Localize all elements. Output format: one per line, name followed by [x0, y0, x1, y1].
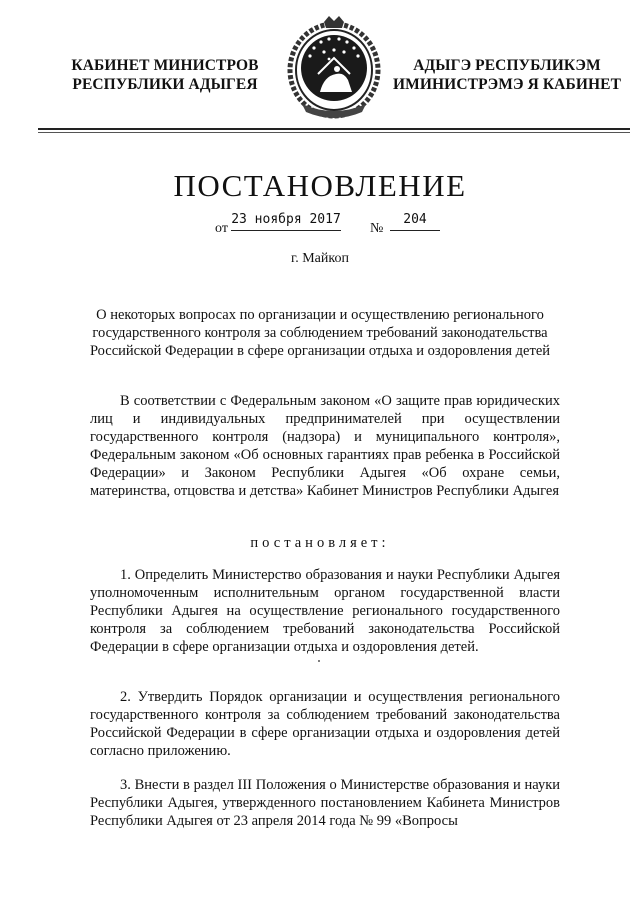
item-3-text: 3. Внести в раздел III Положения о Министерстве образования и науки Республики Адыгея, утвержденного постановлением Кабинета Министров Республики Адыгея от 23 апреля 2014 года № 99 «Вопросы [90, 777, 560, 829]
document-subject: О некоторых вопросах по организации и осуществлению регионального государственного контроля за соблюдением требований законодательства Российской Федерации в сфере организации отдыха и оздоровления детей [89, 307, 551, 359]
date-prefix: от [215, 221, 228, 236]
item-1-paragraph [90, 566, 560, 656]
item-2-paragraph [90, 688, 560, 760]
scan-speck [318, 660, 320, 662]
coat-of-arms-icon [284, 14, 384, 122]
decree-word: постановляет: [250, 535, 390, 551]
item-1-text: 1. Определить Министерство образования и науки Республики Адыгея уполномоченным исполнительным органом государственной власти Республики Адыгея на осуществление регионального государственного контроля за соблюдением требований законодательства Российской Федерации в сфере организации отдыха и оздоровления детей. [90, 567, 560, 655]
header-left [60, 56, 270, 94]
item-3-paragraph [90, 776, 560, 830]
date-number-line [0, 212, 640, 238]
header-divider-thin [38, 132, 630, 133]
header-right [382, 56, 632, 94]
item-2-text: 2. Утвердить Порядок организации и осуществления регионального государственного контроля за соблюдением требований законодательства Российской Федерации в сфере организации отдыха и оздоровления детей согласно приложению. [90, 689, 560, 759]
intro-text: В соответствии с Федеральным законом «О защите прав юридических лиц и индивидуальных предпринимателей при осуществлении государственного контроля (надзора) и муниципального контроля», Федеральным законом «Об основных гарантиях прав ребенка в Российской Федерации» и Законом Республики Адыгея «Об охране семьи, материнства, отцовства и детства» Кабинет Министров Республики Адыгея [90, 393, 560, 499]
number-prefix: № [370, 221, 384, 236]
header-right-line2: ИМИНИСТРЭМЭ Я КАБИНЕТ [392, 76, 622, 93]
intro-paragraph [90, 392, 560, 500]
document-number: 204 [390, 212, 440, 231]
document-date: 23 ноября 2017 [231, 212, 341, 231]
document-title: ПОСТАНОВЛЕНИЕ [173, 168, 467, 203]
header-left-line2: РЕСПУБЛИКИ АДЫГЕЯ [72, 76, 258, 93]
header-left-line1: КАБИНЕТ МИНИСТРОВ [71, 57, 259, 74]
city-line: г. Майкоп [291, 251, 349, 266]
header-right-line1: АДЫГЭ РЕСПУБЛИКЭМ [413, 57, 601, 74]
header-divider [38, 128, 630, 130]
